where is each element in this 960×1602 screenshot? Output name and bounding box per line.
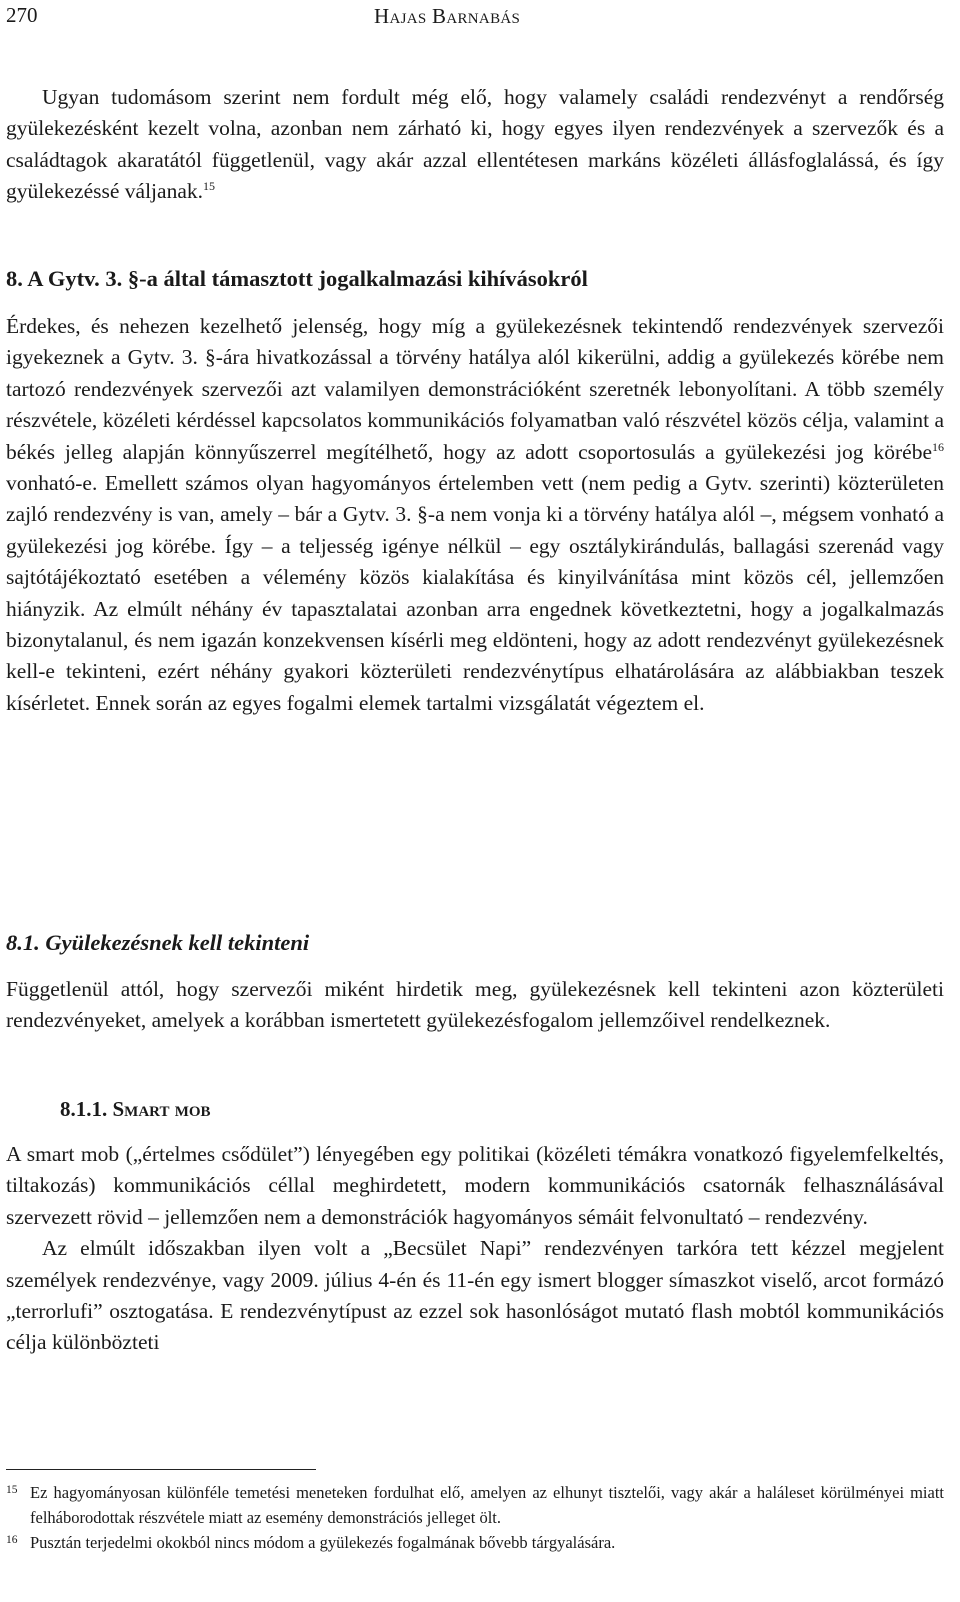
intro-paragraph <box>6 82 944 208</box>
smart-mob-paragraph-1: A smart mob („értelmes csődület”) lényegében egy politikai (közéleti témákra vonatkozó figyelemfelkeltés, tiltakozás) kommunikációs céllal meghirdetett, modern kommunikációs csatornák felhasználásával szervezett rövid – jellemzően nem a demonstrációk hagyományos sémáit felvonultató – rendezvény. <box>6 1142 944 1229</box>
footnote-divider <box>6 1469 316 1470</box>
section-8-1-heading: 8.1. Gyülekezésnek kell tekinteni <box>6 930 310 955</box>
section-8-1-1-body <box>6 1139 944 1359</box>
section-8-1-1-title: Smart mob <box>112 1097 211 1121</box>
footnote-ref-16[interactable]: 16 <box>932 439 944 454</box>
section-8-heading: 8. A Gytv. 3. §-a által támasztott jogalkalmazási kihívásokról <box>6 266 588 291</box>
footnote-text: Ez hagyományosan különféle temetési meneteken fordulhat elő, amelyen az elhunyt tisztelői, vagy akár a haláleset körülményei miatt felháborodottak részvétele miatt az esemény demonstrációs jelleget ölt. <box>30 1483 944 1527</box>
footnote-number: 15 <box>6 1484 18 1496</box>
page-header <box>6 0 946 34</box>
footnote-number: 16 <box>6 1534 18 1546</box>
running-head: Hajas Barnabás <box>374 4 521 28</box>
section-8-paragraph-text-b: vonható-e. Emellett számos olyan hagyományos értelemben vett (nem pedig a Gytv. szerinti) közterületen zajló rendezvény is van, amely – bár a Gytv. 3. §-a nem vonja ki a törvény hatálya alól –, mégsem vonható a gyülekezési jog körébe. Így – a teljesség igénye nélkül – egy osztálykirándulás, ballagási szerenád vagy sajtótájékoztató esetében a vélemény közös kialakítása és kinyilvánítása mint közös cél, jellemzően hiányzik. Az elmúlt néhány év tapasztalatai azonban arra engednek következtetni, hogy a jogalkalmazás bizonytalanul, és nem igazán konzekvensen kísérli meg eldönteni, hogy az adott rendezvényt gyülekezésnek kell-e tekinteni, ezért néhány gyakori közterületi rendezvénytípus elhatárolására az alábbiakban teszek kísérletet. Ennek során az egyes fogalmi elemek tartalmi vizsgálatát végeztem el. <box>6 471 944 715</box>
section-8-1-1-number: 8.1.1. <box>60 1097 108 1121</box>
footnote-15 <box>6 1480 944 1530</box>
footnote-16 <box>6 1530 944 1555</box>
smart-mob-paragraph-2: Az elmúlt időszakban ilyen volt a „Becsület Napi” rendezvényen tarkóra tett kézzel megjelent személyek rendezvénye, vagy 2009. július 4-én és 11-én egy ismert blogger símaszkot viselő, arcot formázó „terrorlufi” osztogatása. E rendezvénytípust az ezzel sok hasonlóságot mutató flash mobtól kommunikációs célja különbözteti <box>6 1236 944 1355</box>
footnotes <box>6 1480 944 1555</box>
footnote-ref-15[interactable]: 15 <box>203 179 215 194</box>
section-8-1-paragraph: Függetlenül attól, hogy szervezői miként hirdetik meg, gyülekezésnek kell tekinteni azon közterületi rendezvényeket, amelyek a korábban ismertetett gyülekezésfogalom jellemzőivel rendelkeznek. <box>6 977 944 1033</box>
section-8-1-1-heading <box>60 1094 211 1124</box>
footnote-text: Pusztán terjedelmi okokból nincs módom a gyülekezés fogalmának bővebb tárgyalására. <box>30 1533 616 1552</box>
section-8-paragraph-text-a: Érdekes, és nehezen kezelhető jelenség, hogy míg a gyülekezésnek tekintendő rendezvények szervezői igyekeznek a Gytv. 3. §-ára hivatkozással a törvény hatálya alól kikerülni, addig a gyülekezés körébe nem tartozó rendezvények szervezői azt valamilyen demonstrációként szeretnék lebonyolítani. A több személy részvétele, közéleti kérdéssel kapcsolatos kommunikációs folyamatban való részvétel közös célja, valamint a békés jelleg alapján könnyűszerrel megítélhető, hogy az adott csoportosulás a gyülekezési jog körébe <box>6 314 944 464</box>
section-8-paragraph <box>6 311 944 719</box>
intro-paragraph-text: Ugyan tudomásom szerint nem fordult még elő, hogy valamely családi rendezvényt a rendőrség gyülekezésként kezelt volna, azonban nem zárható ki, hogy egyes ilyen rendezvények a szervezők és a családtagok akaratától függetlenül, vagy akár azzal ellentétesen markáns közéleti állásfoglalássá, és így gyülekezéssé váljanak. <box>6 85 944 204</box>
page-number: 270 <box>6 3 38 27</box>
